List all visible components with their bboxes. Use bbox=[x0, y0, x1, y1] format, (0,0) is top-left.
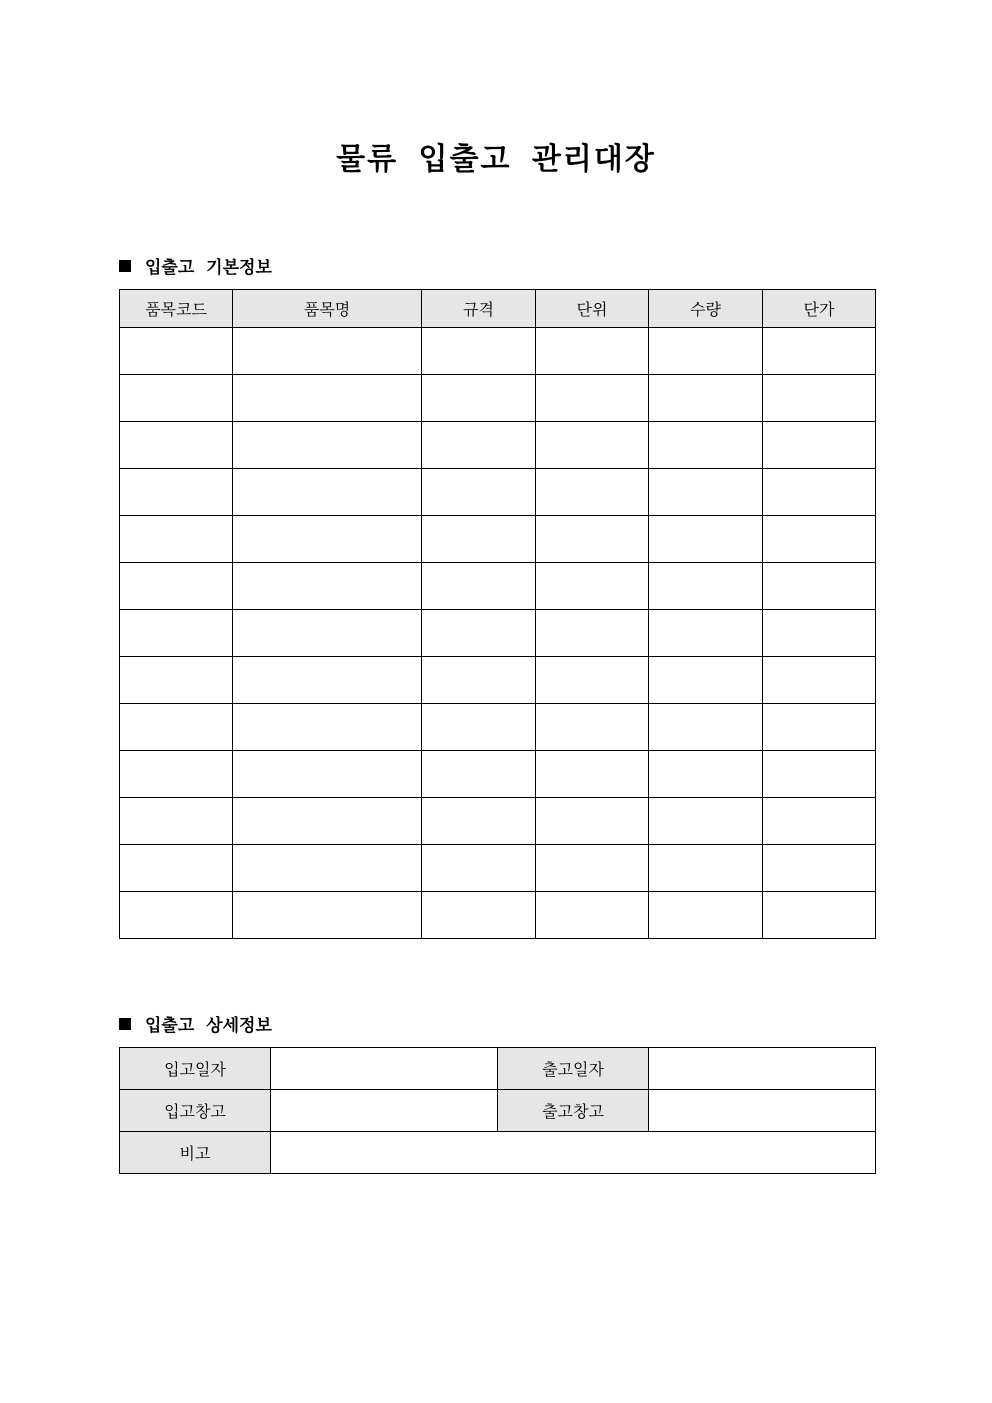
table-cell[interactable] bbox=[120, 610, 233, 657]
table-cell[interactable] bbox=[536, 422, 649, 469]
table-cell[interactable] bbox=[763, 328, 876, 375]
table-cell[interactable] bbox=[422, 845, 536, 892]
out-warehouse-field[interactable] bbox=[649, 1090, 876, 1132]
table-cell[interactable] bbox=[120, 798, 233, 845]
column-header-spec: 규격 bbox=[422, 290, 536, 328]
table-row bbox=[120, 516, 876, 563]
table-cell[interactable] bbox=[763, 798, 876, 845]
table-row bbox=[120, 657, 876, 704]
table-cell[interactable] bbox=[763, 563, 876, 610]
table-cell[interactable] bbox=[120, 422, 233, 469]
table-cell[interactable] bbox=[649, 375, 763, 422]
table-cell[interactable] bbox=[649, 563, 763, 610]
basic-info-heading-label: 입출고 기본정보 bbox=[145, 258, 272, 278]
table-cell[interactable] bbox=[120, 469, 233, 516]
table-cell[interactable] bbox=[536, 798, 649, 845]
table-cell[interactable] bbox=[233, 422, 422, 469]
table-cell[interactable] bbox=[233, 469, 422, 516]
table-cell[interactable] bbox=[120, 516, 233, 563]
table-cell[interactable] bbox=[233, 563, 422, 610]
table-cell[interactable] bbox=[649, 610, 763, 657]
square-bullet-icon bbox=[119, 260, 131, 272]
column-header-quantity: 수량 bbox=[649, 290, 763, 328]
table-row bbox=[120, 892, 876, 939]
remarks-label: 비고 bbox=[120, 1132, 271, 1174]
table-cell[interactable] bbox=[536, 563, 649, 610]
table-cell[interactable] bbox=[536, 657, 649, 704]
table-cell[interactable] bbox=[422, 610, 536, 657]
column-header-item-name: 품목명 bbox=[233, 290, 422, 328]
table-cell[interactable] bbox=[233, 845, 422, 892]
table-cell[interactable] bbox=[763, 892, 876, 939]
table-cell[interactable] bbox=[120, 657, 233, 704]
table-cell[interactable] bbox=[649, 892, 763, 939]
table-row bbox=[120, 751, 876, 798]
table-cell[interactable] bbox=[422, 563, 536, 610]
table-cell[interactable] bbox=[763, 610, 876, 657]
square-bullet-icon bbox=[119, 1018, 131, 1030]
page-title: 물류 입출고 관리대장 bbox=[336, 142, 656, 177]
table-cell[interactable] bbox=[233, 704, 422, 751]
basic-info-heading bbox=[119, 253, 272, 278]
out-warehouse-label: 출고창고 bbox=[498, 1090, 649, 1132]
table-cell[interactable] bbox=[233, 892, 422, 939]
column-header-unit-price: 단가 bbox=[763, 290, 876, 328]
in-date-label: 입고일자 bbox=[120, 1048, 271, 1090]
table-cell[interactable] bbox=[536, 328, 649, 375]
table-cell[interactable] bbox=[649, 845, 763, 892]
table-row bbox=[120, 375, 876, 422]
table-row bbox=[120, 422, 876, 469]
out-date-label: 출고일자 bbox=[498, 1048, 649, 1090]
table-cell[interactable] bbox=[536, 704, 649, 751]
table-cell[interactable] bbox=[233, 328, 422, 375]
table-row bbox=[120, 798, 876, 845]
table-cell[interactable] bbox=[763, 375, 876, 422]
table-cell[interactable] bbox=[233, 375, 422, 422]
table-cell[interactable] bbox=[120, 845, 233, 892]
remarks-field[interactable] bbox=[271, 1132, 876, 1174]
table-row bbox=[120, 563, 876, 610]
table-cell[interactable] bbox=[233, 610, 422, 657]
table-cell[interactable] bbox=[422, 375, 536, 422]
table-cell[interactable] bbox=[649, 328, 763, 375]
table-cell[interactable] bbox=[422, 798, 536, 845]
table-row bbox=[120, 469, 876, 516]
detail-info-table bbox=[119, 1047, 876, 1174]
table-cell[interactable] bbox=[120, 751, 233, 798]
table-cell[interactable] bbox=[763, 469, 876, 516]
table-cell[interactable] bbox=[120, 892, 233, 939]
table-cell[interactable] bbox=[233, 798, 422, 845]
table-cell[interactable] bbox=[536, 845, 649, 892]
table-cell[interactable] bbox=[422, 657, 536, 704]
table-row bbox=[120, 1132, 876, 1174]
table-cell[interactable] bbox=[233, 657, 422, 704]
table-row bbox=[120, 1048, 876, 1090]
table-cell[interactable] bbox=[536, 375, 649, 422]
table-cell[interactable] bbox=[649, 469, 763, 516]
column-header-item-code: 품목코드 bbox=[120, 290, 233, 328]
table-cell[interactable] bbox=[763, 845, 876, 892]
basic-info-table bbox=[119, 289, 876, 939]
table-cell[interactable] bbox=[233, 516, 422, 563]
table-cell[interactable] bbox=[649, 751, 763, 798]
out-date-field[interactable] bbox=[649, 1048, 876, 1090]
table-cell[interactable] bbox=[422, 516, 536, 563]
table-row bbox=[120, 328, 876, 375]
table-cell[interactable] bbox=[536, 516, 649, 563]
table-cell[interactable] bbox=[422, 328, 536, 375]
table-cell[interactable] bbox=[763, 516, 876, 563]
table-cell[interactable] bbox=[120, 563, 233, 610]
table-cell[interactable] bbox=[422, 892, 536, 939]
table-cell[interactable] bbox=[763, 657, 876, 704]
table-cell[interactable] bbox=[422, 422, 536, 469]
table-row bbox=[120, 1090, 876, 1132]
table-cell[interactable] bbox=[422, 704, 536, 751]
table-cell[interactable] bbox=[649, 704, 763, 751]
table-row bbox=[120, 845, 876, 892]
column-header-unit: 단위 bbox=[536, 290, 649, 328]
in-warehouse-label: 입고창고 bbox=[120, 1090, 271, 1132]
table-cell[interactable] bbox=[536, 892, 649, 939]
table-cell[interactable] bbox=[422, 469, 536, 516]
table-cell[interactable] bbox=[120, 375, 233, 422]
table-cell[interactable] bbox=[233, 751, 422, 798]
table-cell[interactable] bbox=[649, 657, 763, 704]
table-cell[interactable] bbox=[536, 610, 649, 657]
table-cell[interactable] bbox=[422, 751, 536, 798]
table-cell[interactable] bbox=[536, 469, 649, 516]
table-cell[interactable] bbox=[763, 422, 876, 469]
in-date-field[interactable] bbox=[271, 1048, 498, 1090]
table-cell[interactable] bbox=[649, 422, 763, 469]
in-warehouse-field[interactable] bbox=[271, 1090, 498, 1132]
detail-info-heading bbox=[119, 1011, 272, 1036]
detail-info-heading-label: 입출고 상세정보 bbox=[145, 1016, 272, 1036]
table-header-row bbox=[120, 290, 876, 328]
table-cell[interactable] bbox=[120, 704, 233, 751]
table-cell[interactable] bbox=[763, 704, 876, 751]
table-row bbox=[120, 610, 876, 657]
table-cell[interactable] bbox=[763, 751, 876, 798]
table-cell[interactable] bbox=[649, 798, 763, 845]
table-cell[interactable] bbox=[649, 516, 763, 563]
table-cell[interactable] bbox=[536, 751, 649, 798]
table-row bbox=[120, 704, 876, 751]
table-cell[interactable] bbox=[120, 328, 233, 375]
